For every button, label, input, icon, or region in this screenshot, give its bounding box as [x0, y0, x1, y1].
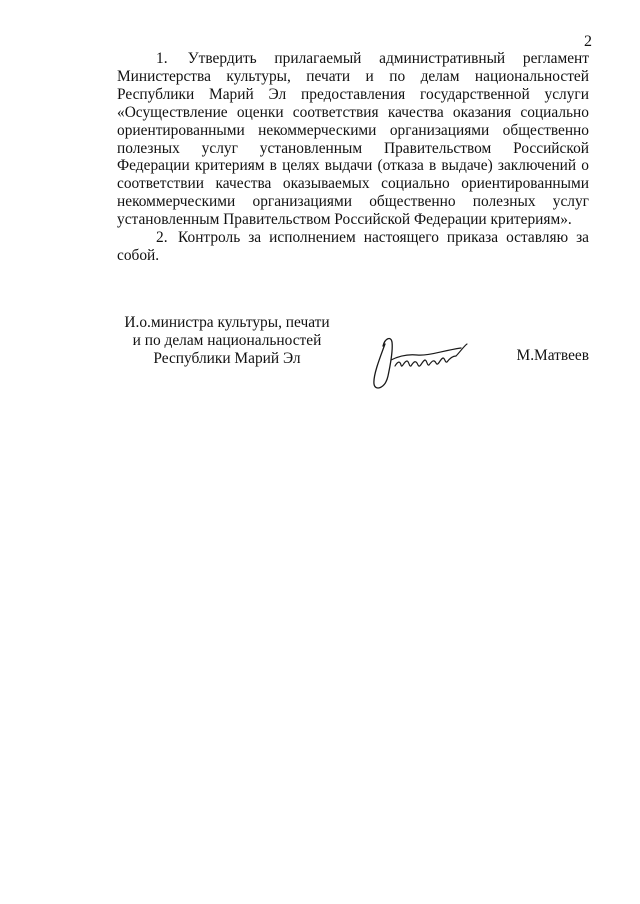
- signer-name: М.Матвеев: [516, 347, 589, 364]
- document-body: [117, 50, 589, 265]
- paragraph-2-number: 2.: [156, 229, 168, 247]
- paragraph-1-text: Утвердить прилагаемый административный регламент Министерства культуры, печати и по делам национальностей Республики Марий Эл предоставления государственной услуги «Осуществление оценки соответствия качества оказания социально ориентированными некоммерческими организациями общественно полезных услуг установленным Правительством Российской Федерации критериям в целях выдачи (отказа в выдаче) заключений о соответствии качества оказываемых социально ориентированными некоммерческими организациями общественно полезных услуг установленным Правительством Российской Федерации критериям».: [117, 50, 589, 229]
- paragraph-2-text: Контроль за исполнением настоящего приказа оставляю за собой.: [117, 229, 589, 264]
- paragraph-1-number: 1.: [156, 50, 168, 67]
- signatory-title-line-1: И.о.министра культуры, печати: [124, 314, 330, 331]
- signatory-title: [117, 314, 337, 368]
- paragraph-1: [117, 50, 589, 229]
- handwritten-signature: [365, 334, 475, 394]
- paragraph-2: [117, 229, 589, 265]
- signatory-title-line-2: и по делам национальностей: [132, 332, 322, 349]
- signatory-title-line-3: Республики Марий Эл: [153, 350, 301, 367]
- page-number: 2: [584, 33, 592, 50]
